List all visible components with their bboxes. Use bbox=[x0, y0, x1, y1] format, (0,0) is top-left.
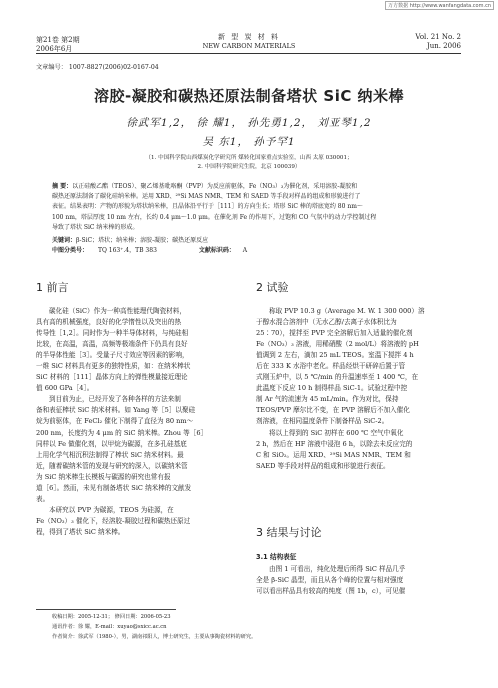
keywords bbox=[52, 236, 452, 246]
text-line: 可以看出样品具有较高的纯度（图 1b，c），可见催 bbox=[256, 587, 406, 596]
text-line: 传导性［1,2］。同时作为一种半导体材料，与纯硅相 bbox=[36, 329, 189, 338]
text-line: 道［6］。然而，未见有制备塔状 SiC 纳米棒的文献发 bbox=[36, 483, 192, 492]
watermark-stamp: 万方数据 http://www.wanfangdata.com.cn bbox=[385, 1, 494, 10]
text-line: 剂溶液，在相同温度条件下制备样品 SiC-2。 bbox=[256, 417, 389, 426]
text-line: 碳化硅（SiC）作为一种高性能理代陶瓷材料， bbox=[49, 307, 186, 315]
text-line: 由图 1 可看出，纯化处理后所得 SiC 样品几乎 bbox=[269, 565, 406, 573]
text-line: Fe（NO₃）₃ 催化下，经溶胶-凝胶过程和碳热还原过 bbox=[36, 516, 191, 525]
section-3-heading: 3 结果与讨论 bbox=[256, 526, 322, 539]
text-line: SAED 等手段对样品的组成和形貌进行表征。 bbox=[256, 461, 390, 470]
text-line: 具有高的机械强度，良好的化学惰性以及突出的热 bbox=[36, 318, 182, 327]
text-line: 值调到 2 左右，滴加 25 mL TEOS。室温下搅拌 4 h bbox=[256, 351, 414, 360]
abstract-line: 表征。结果表明：产物的形貌为塔状纳米棒，且晶体沿平行于［111］的方向生长；塔形 SiC 棒的塔底宽约 80 nm～ bbox=[52, 203, 363, 211]
text-line: 此温度下反应 10 h 制得样品 SiC-1。试验过程中控 bbox=[256, 384, 408, 393]
authors-line-1: 徐武军1,2， 徐 耀1， 孙先勇1,2， 刘亚琴1,2 bbox=[126, 117, 372, 129]
text-line: 上用化学气相沉积法制得了棒状 SiC 纳米材料。最 bbox=[36, 450, 184, 459]
text-line: 为 SiC 纳米棒生长模板与碳源的研究也常有报 bbox=[36, 472, 171, 481]
section-3-body bbox=[256, 564, 470, 597]
text-line: 于醇水混合溶剂中（无水乙醇/去离子水体积比为 bbox=[256, 318, 397, 327]
issue-date: 2006年6月 bbox=[36, 45, 73, 53]
affiliation-2: 2. 中国科学院研究生院，北京 100039） bbox=[197, 164, 301, 170]
journal-name-en: NEW CARBON MATERIALS bbox=[202, 42, 296, 50]
section-2-heading: 2 试验 bbox=[256, 281, 289, 294]
text-line: 表。 bbox=[36, 494, 50, 503]
abstract-line: 以正硅酸乙酯（TEOS）、聚乙烯基吡咯酮（PVP）为反应前驱体，Fe（NO₃）₃为催化剂，采用溶胶-凝胶和 bbox=[72, 183, 358, 190]
clc-label: 中图分类号： bbox=[52, 247, 89, 254]
doc-code: A bbox=[242, 247, 248, 254]
text-line: TEOS/PVP 摩尔比不变，在 PVP 溶解后不加入催化 bbox=[256, 406, 410, 415]
text-line: 烷为前驱体，在 FeCl₂ 催化下制得了直径为 80 nm～ bbox=[36, 417, 194, 426]
authors-line-2: 吴 东1， 孙予罕1 bbox=[202, 136, 296, 148]
abstract-line: 100 nm，塔层厚度 10 nm 左右，长约 0.4 μm～1.0 μm。在催化剂 Fe 的作用下，过饱和 CO 气氛中的动力学控制过程 bbox=[52, 213, 377, 221]
text-line: 到目前为止，已经开发了各种各样的方法来制 bbox=[49, 395, 181, 404]
volume-issue: 第21卷 第2期 bbox=[36, 36, 80, 44]
text-line: SiC 材料的［111］晶体方向上的弹性模量接近理论 bbox=[36, 373, 188, 382]
text-line: 本研究以 PVP 为碳源，TEOS 为硅源，在 bbox=[49, 505, 174, 514]
abstract-label: 摘 要： bbox=[52, 183, 73, 190]
paper-title: 溶胶-凝胶和碳热还原法制备塔状 SiC 纳米棒 bbox=[93, 87, 405, 105]
text-line: 的半导体性能［3］。受量子尺寸效应等因素的影响， bbox=[36, 351, 189, 360]
section-2-body bbox=[256, 306, 470, 472]
text-line: 值 600 GPa［4］。 bbox=[36, 384, 94, 393]
article-number: 文章编号： 1007-8827(2006)02-0167-04 bbox=[36, 64, 159, 71]
keywords-text: β-SiC；塔状；纳米棒；溶胶-凝胶；碳热还原反应 bbox=[76, 237, 209, 244]
text-line: 200 nm，长度约为 4 μm 的 SiC 纳米棒。Zhou 等［6］ bbox=[36, 428, 208, 437]
section-1-heading: 1 前言 bbox=[36, 281, 69, 294]
clc-code: TQ 163⁺.4，TB 383 bbox=[97, 247, 157, 254]
footnote-corresponding: 通讯作者：徐 耀，E-mail：xuyao@sxicc.ac.cn bbox=[52, 624, 167, 630]
footnote-author-bio: 作者简介：徐武军（1980-），男，湖南祁阳人，博士研究生，主要从事陶瓷材料的研究。 bbox=[52, 634, 257, 640]
text-line: Fe（NO₃）₃ 溶液，用稀硝酸（2 mol/L）将溶液的 pH bbox=[256, 340, 419, 349]
text-line: 一维 SiC 材料具有更多的独特性质，如：在纳米棒状 bbox=[36, 362, 191, 371]
classification bbox=[52, 246, 452, 256]
header-rule bbox=[36, 53, 461, 54]
footnote-rule bbox=[36, 609, 176, 610]
volume-issue-en: Vol. 21 No. 2 bbox=[415, 33, 461, 41]
text-line: 同样以 Fe 做催化剂，以甲烷为碳源，在多孔硅基底 bbox=[36, 439, 187, 448]
text-line: 后在 333 K 水浴中老化。样品经烘干研碎后置于管 bbox=[256, 362, 406, 371]
text-line: 近，随着碳纳米管的发现与研究的深入，以碳纳米管 bbox=[36, 461, 188, 470]
paragraph bbox=[36, 505, 250, 538]
affiliation-1: （1. 中国科学院山西煤炭化学研究所 煤转化国家重点实验室，山西 太原 030001； bbox=[145, 155, 353, 161]
text-line: 比较，在高温，高温，高频等极端条件下仍具有良好 bbox=[36, 340, 188, 349]
subsection-3-1-heading: 3.1 结构表征 bbox=[256, 553, 297, 561]
paragraph bbox=[256, 564, 470, 597]
keywords-label: 关键词： bbox=[52, 237, 77, 244]
text-line: 2 h，然后在 HF 溶液中浸泡 6 h，以除去未反应完的 bbox=[256, 439, 413, 448]
section-1-body bbox=[36, 306, 250, 538]
abstract-line: 碳热还原法制备了碳化硅纳米棒。运用 XRD、²⁹Si MAS NMR、TEM 和 SAED 等手段对样品的组成和形貌进行了 bbox=[52, 193, 361, 201]
paragraph bbox=[36, 306, 250, 394]
text-line: 备和表征棒状 SiC 纳米材料。如 Yang 等［5］以聚硅 bbox=[36, 406, 196, 415]
text-line: 25∶70），搅拌至 PVP 完全溶解后加入适量的催化剂 bbox=[256, 329, 413, 338]
text-line: 制 Ar 气的流速为 45 mL/min。作为对比，保持 bbox=[256, 395, 399, 404]
text-line: 程，得到了塔状 SiC 纳米棒。 bbox=[36, 527, 125, 536]
text-line: C 和 SiO₂。运用 XRD、²⁹Si MAS NMR、TEM 和 bbox=[256, 450, 411, 459]
text-line: 将以上得到的 SiC 初样在 600 ℃ 空气中氧化 bbox=[269, 428, 404, 437]
paragraph bbox=[256, 306, 470, 428]
paragraph bbox=[36, 394, 250, 504]
abstract bbox=[52, 182, 452, 233]
doc-code-label: 文献标识码： bbox=[198, 247, 235, 254]
paragraph bbox=[256, 428, 470, 472]
issue-date-en: Jun. 2006 bbox=[426, 42, 461, 50]
text-line: 全是 β-SiC 晶型，而且从各个峰的位置与相对强度 bbox=[256, 576, 404, 585]
text-line: 称取 PVP 10.3 g（Average M. W. 1 300 000）溶 bbox=[269, 307, 425, 315]
text-line: 式刚玉炉中，以 5 ℃/min 的升温速率至 1 400 ℃，在 bbox=[256, 373, 419, 382]
abstract-line: 导致了塔状 SiC 纳米棒的形成。 bbox=[52, 223, 139, 231]
footnote-received: 收稿日期：2005-12-31； 修回日期：2006-05-23 bbox=[52, 614, 171, 620]
journal-name: 新 型 炭 材 料 bbox=[218, 33, 280, 41]
